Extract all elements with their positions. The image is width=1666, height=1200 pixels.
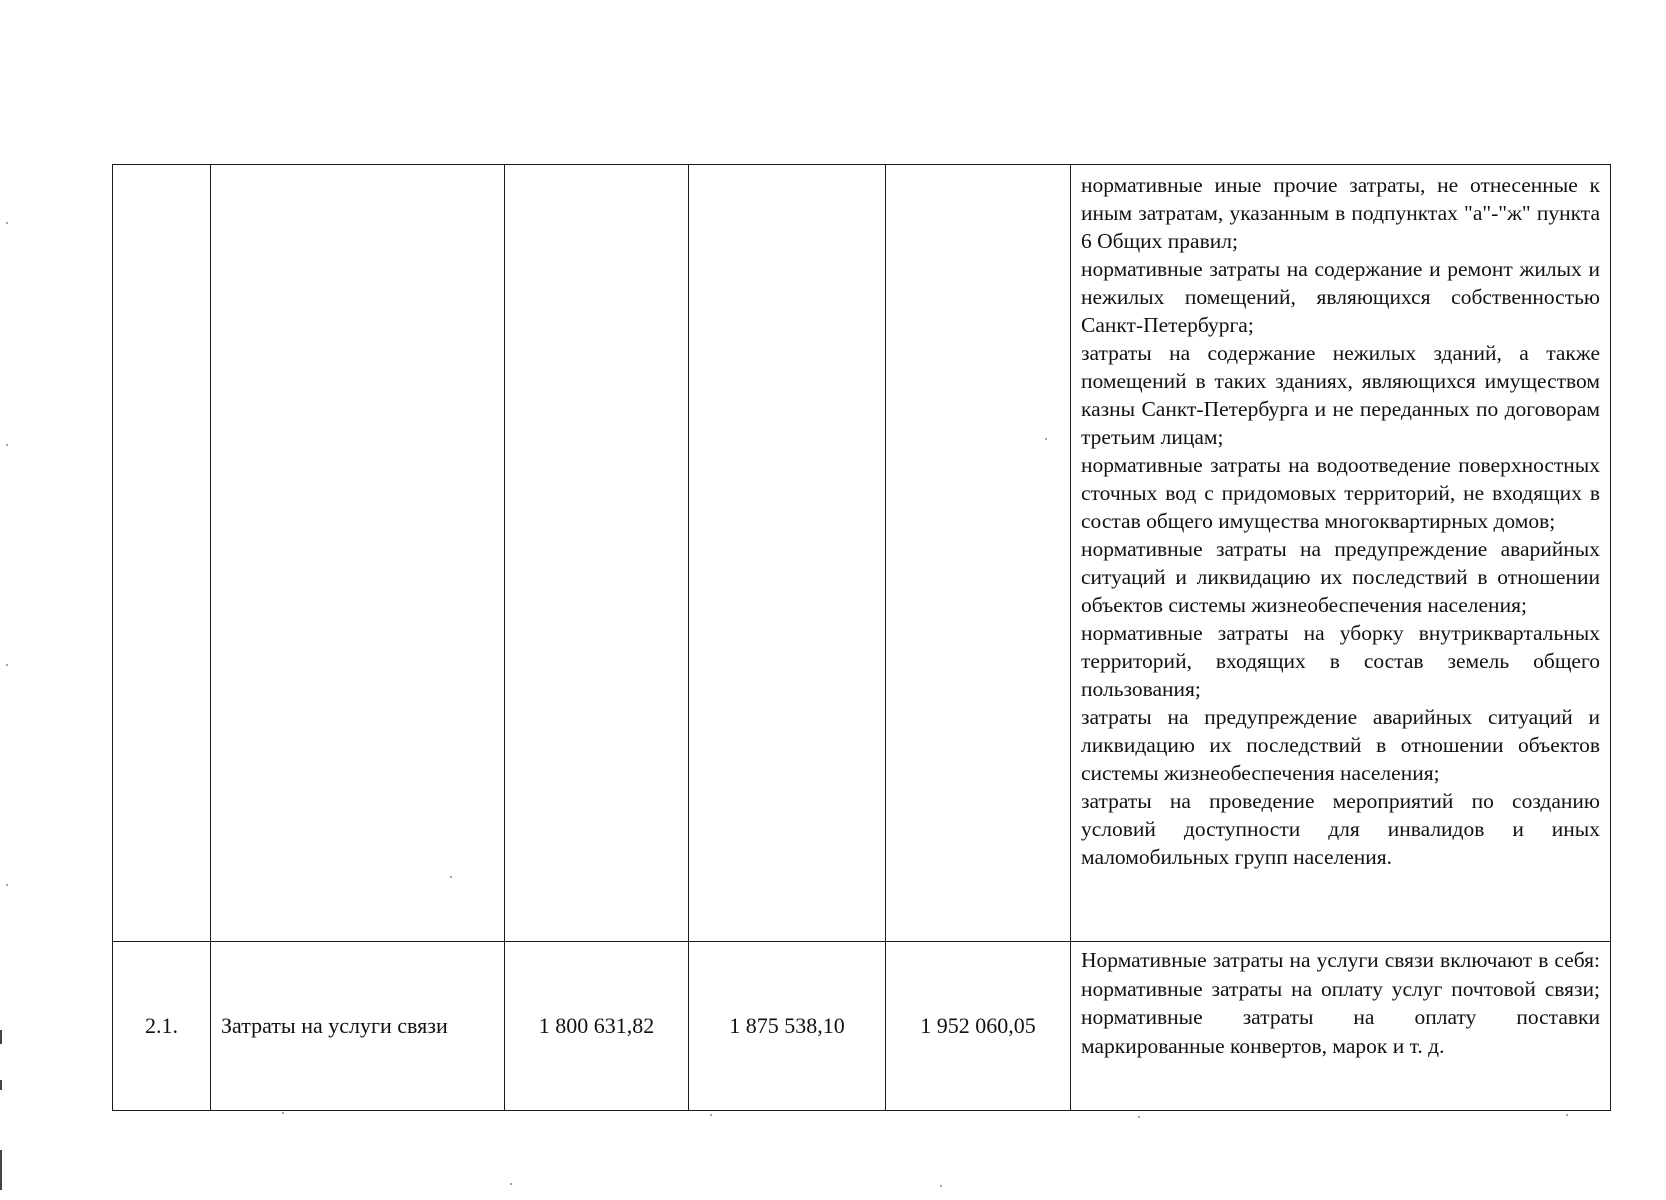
expense-description: Нормативные затраты на услуги связи включают в себя: нормативные затраты на оплату услуг почтовой связи; нормативные затраты на оплату поставки маркированные конвертов, марок и т. д. bbox=[1071, 942, 1611, 1111]
amount-year1: 1 800 631,82 bbox=[505, 942, 689, 1111]
description-paragraph: нормативные затраты на предупреждение аварийных ситуаций и ликвидацию их последствий в отношении объектов системы жизнеобеспечения населения; bbox=[1081, 537, 1600, 617]
scan-speck bbox=[6, 222, 8, 224]
table-row-continuation bbox=[113, 165, 1611, 942]
scan-speck bbox=[282, 1112, 284, 1114]
scan-speck bbox=[6, 884, 8, 886]
description-paragraph: нормативные затраты на уборку внутриквартальных территорий, входящих в состав земель общего пользования; bbox=[1081, 621, 1600, 701]
description-paragraph: нормативные иные прочие затраты, не отнесенные к иным затратам, указанным в подпунктах "а"-"ж" пункта 6 Общих правил; bbox=[1081, 173, 1600, 253]
year1-cell-empty bbox=[505, 165, 689, 942]
scan-speck bbox=[1566, 1114, 1568, 1116]
description-paragraph: затраты на содержание нежилых зданий, а также помещений в таких зданиях, являющихся имуществом казны Санкт-Петербурга и не переданных по договорам третьим лицам; bbox=[1081, 341, 1600, 449]
scan-speck bbox=[6, 664, 8, 666]
scan-edge-mark bbox=[0, 1080, 2, 1090]
description-paragraph: затраты на проведение мероприятий по созданию условий доступности для инвалидов и иных маломобильных групп населения. bbox=[1081, 789, 1600, 869]
scan-speck bbox=[510, 1183, 512, 1185]
year2-cell-empty bbox=[689, 165, 886, 942]
scan-edge-mark bbox=[0, 1150, 2, 1190]
scan-speck bbox=[1138, 1116, 1140, 1118]
scan-speck bbox=[710, 1114, 712, 1116]
description-paragraph: нормативные затраты на содержание и ремонт жилых и нежилых помещений, являющихся собственностью Санкт-Петербурга; bbox=[1081, 257, 1600, 337]
row-number: 2.1. bbox=[113, 942, 211, 1111]
scan-speck bbox=[940, 1185, 942, 1187]
scan-edge-mark bbox=[0, 1030, 2, 1044]
year3-cell-empty bbox=[886, 165, 1071, 942]
scan-speck bbox=[6, 444, 8, 446]
amount-year2: 1 875 538,10 bbox=[689, 942, 886, 1111]
number-cell-empty bbox=[113, 165, 211, 942]
name-cell-empty bbox=[211, 165, 505, 942]
description-cell-continuation bbox=[1071, 165, 1611, 942]
expenses-table bbox=[112, 164, 1611, 1111]
table-row-2-1 bbox=[113, 942, 1611, 1111]
description-paragraph: нормативные затраты на водоотведение поверхностных сточных вод с придомовых территорий, не входящих в состав общего имущества многоквартирных домов; bbox=[1081, 453, 1600, 533]
amount-year3: 1 952 060,05 bbox=[886, 942, 1071, 1111]
expense-name: Затраты на услуги связи bbox=[211, 942, 505, 1111]
description-paragraph: затраты на предупреждение аварийных ситуаций и ликвидацию их последствий в отношении объектов системы жизнеобеспечения населения; bbox=[1081, 705, 1600, 785]
